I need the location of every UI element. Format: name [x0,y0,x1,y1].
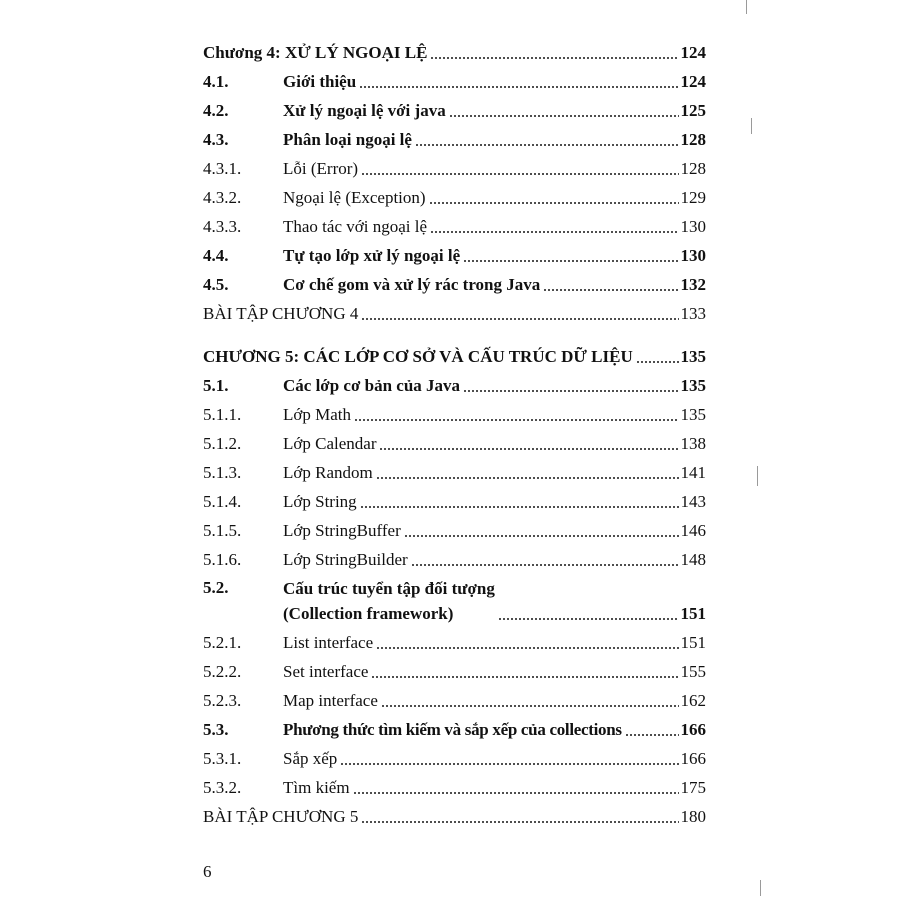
toc-page-number: 133 [680,304,706,323]
toc-page-number: 128 [680,159,706,178]
dot-leader [429,202,679,204]
toc-entry [203,63,706,92]
toc-entry-title: Map interface [283,691,378,710]
toc-entry-title: Xử lý ngoại lệ với java [283,101,446,120]
dot-leader [359,86,678,88]
toc-entry [203,740,706,769]
toc-entry-title: Lớp Calendar [283,434,377,453]
dot-leader [463,390,678,392]
toc-section-number: 5.3.2. [203,778,242,797]
dot-leader [411,564,679,566]
dot-leader [543,289,678,291]
toc-entry-title: Lớp StringBuilder [283,550,408,569]
toc-page-number: 124 [680,43,706,62]
toc-page-number: 166 [680,749,706,768]
toc-section-number: 5.3.1. [203,749,242,768]
scan-margin-mark [757,466,758,486]
toc-page-number: 128 [680,130,706,149]
toc-section-number: 5.1.3. [203,463,242,482]
toc-entry-title: Ngoại lệ (Exception) [283,188,426,207]
toc-entry [203,512,706,541]
dot-leader [449,115,679,117]
toc-section-number: 5.2. [203,578,229,597]
toc-entry [203,653,706,682]
toc-entry-title: Lớp Random [283,463,373,482]
toc-entry-title: Thao tác với ngoại lệ [283,217,427,236]
toc-exercise-title: BÀI TẬP CHƯƠNG 4 [203,304,359,323]
toc-section-number: 4.3.3. [203,217,242,236]
toc-entry-title: Cơ chế gom và xử lý rác trong Java [283,275,541,294]
scan-margin-mark [751,118,752,134]
toc-section-number: 5.1.2. [203,434,242,453]
toc-section-number: 4.3.1. [203,159,242,178]
dot-leader [360,506,679,508]
toc-entry [203,367,706,396]
toc-entry-title: Tìm kiếm [283,778,350,797]
toc-page-number: 162 [680,691,706,710]
toc-section-number: 5.1. [203,376,229,395]
toc-entry [203,425,706,454]
table-of-contents [203,34,706,827]
dot-leader [415,144,679,146]
toc-entry [203,266,706,295]
dot-leader [361,173,678,175]
toc-page-number: 138 [680,434,706,453]
scan-margin-mark [746,0,747,14]
dot-leader [381,705,679,707]
toc-entry-title-line1: Cấu trúc tuyển tập đối tượng [283,579,495,598]
toc-entry-title: Lỗi (Error) [283,159,359,178]
toc-entry [203,396,706,425]
toc-section-number: 4.1. [203,72,229,91]
toc-entry-title: Phương thức tìm kiếm và sắp xếp của collections [283,720,622,739]
toc-entry [203,150,706,179]
toc-entry [203,711,706,740]
dot-leader [404,535,679,537]
toc-section-number: 5.1.1. [203,405,242,424]
toc-entry [203,179,706,208]
toc-entry-title: List interface [283,633,374,652]
dot-leader [361,318,678,320]
dot-leader [463,260,678,262]
toc-entry-title: Set interface [283,662,369,681]
toc-entry-title-line2: (Collection framework) [283,604,454,623]
toc-exercise-title: BÀI TẬP CHƯƠNG 5 [203,807,359,826]
toc-page-number: 135 [680,376,706,395]
toc-entry-title: Phân loại ngoại lệ [283,130,412,149]
toc-section-number: 5.1.4. [203,492,242,511]
toc-page-number: 146 [680,521,706,540]
toc-page-number: 135 [680,405,706,424]
dot-leader [354,419,678,421]
toc-entry-title: Lớp StringBuffer [283,521,401,540]
toc-section-number: 5.1.6. [203,550,242,569]
dot-leader [498,618,679,620]
toc-entry [203,682,706,711]
toc-section-number: 5.2.1. [203,633,242,652]
toc-chapter-4 [203,34,706,63]
toc-page-number: 143 [680,492,706,511]
toc-page-number: 175 [680,778,706,797]
dot-leader [353,792,679,794]
dot-leader [361,821,678,823]
toc-section-number: 5.2.2. [203,662,242,681]
toc-page-number: 129 [680,188,706,207]
dot-leader [430,231,679,233]
toc-entry [203,237,706,266]
dot-leader [430,57,678,59]
toc-page-number: 130 [680,246,706,265]
dot-leader [376,647,678,649]
toc-page-number: 151 [680,633,706,652]
toc-section-number: 4.3. [203,130,229,149]
toc-chapter-title: CHƯƠNG 5: CÁC LỚP CƠ SỞ VÀ CẤU TRÚC DỮ LIỆU [203,347,633,366]
dot-leader [376,477,679,479]
toc-page-number: 132 [680,275,706,294]
toc-entry [203,208,706,237]
toc-page-number: 124 [680,72,706,91]
toc-entry-title: Các lớp cơ bản của Java [283,376,461,395]
toc-entry [203,624,706,653]
toc-entry [203,483,706,512]
toc-entry [203,454,706,483]
toc-chapter-title: Chương 4: XỬ LÝ NGOẠI LỆ [203,43,428,62]
dot-leader [625,734,679,736]
toc-section-number: 5.1.5. [203,521,242,540]
toc-section-number: 4.3.2. [203,188,242,207]
toc-exercise-4 [203,295,706,324]
dot-leader [371,676,678,678]
toc-entry [203,541,706,570]
toc-page-number: 155 [680,662,706,681]
toc-page-number: 141 [680,463,706,482]
toc-entry-title: Lớp Math [283,405,352,424]
toc-chapter-5 [203,338,706,367]
toc-entry-title: Sắp xếp [283,749,338,768]
toc-entry [203,92,706,121]
toc-page-number: 125 [680,101,706,120]
dot-leader [340,763,678,765]
toc-entry-title: Lớp String [283,492,357,511]
toc-section-number: 4.5. [203,275,229,294]
page-number: 6 [203,862,212,881]
toc-page-number: 151 [680,604,706,623]
toc-page-number: 180 [680,807,706,826]
toc-section-number: 4.2. [203,101,229,120]
toc-entry [203,121,706,150]
toc-page-number: 166 [680,720,706,739]
toc-page-number: 148 [680,550,706,569]
toc-entry [203,769,706,798]
toc-entry-title: Tự tạo lớp xử lý ngoại lệ [283,246,461,265]
toc-section-number: 4.4. [203,246,229,265]
scan-margin-mark [760,880,761,896]
toc-section-number: 5.2.3. [203,691,242,710]
dot-leader [636,361,679,363]
toc-exercise-5 [203,798,706,827]
toc-section-number: 5.3. [203,720,229,739]
toc-page-number: 130 [680,217,706,236]
toc-page-number: 135 [680,347,706,366]
dot-leader [379,448,678,450]
toc-entry-title: Giới thiệu [283,72,357,91]
toc-entry-section-5-2 [203,570,706,624]
